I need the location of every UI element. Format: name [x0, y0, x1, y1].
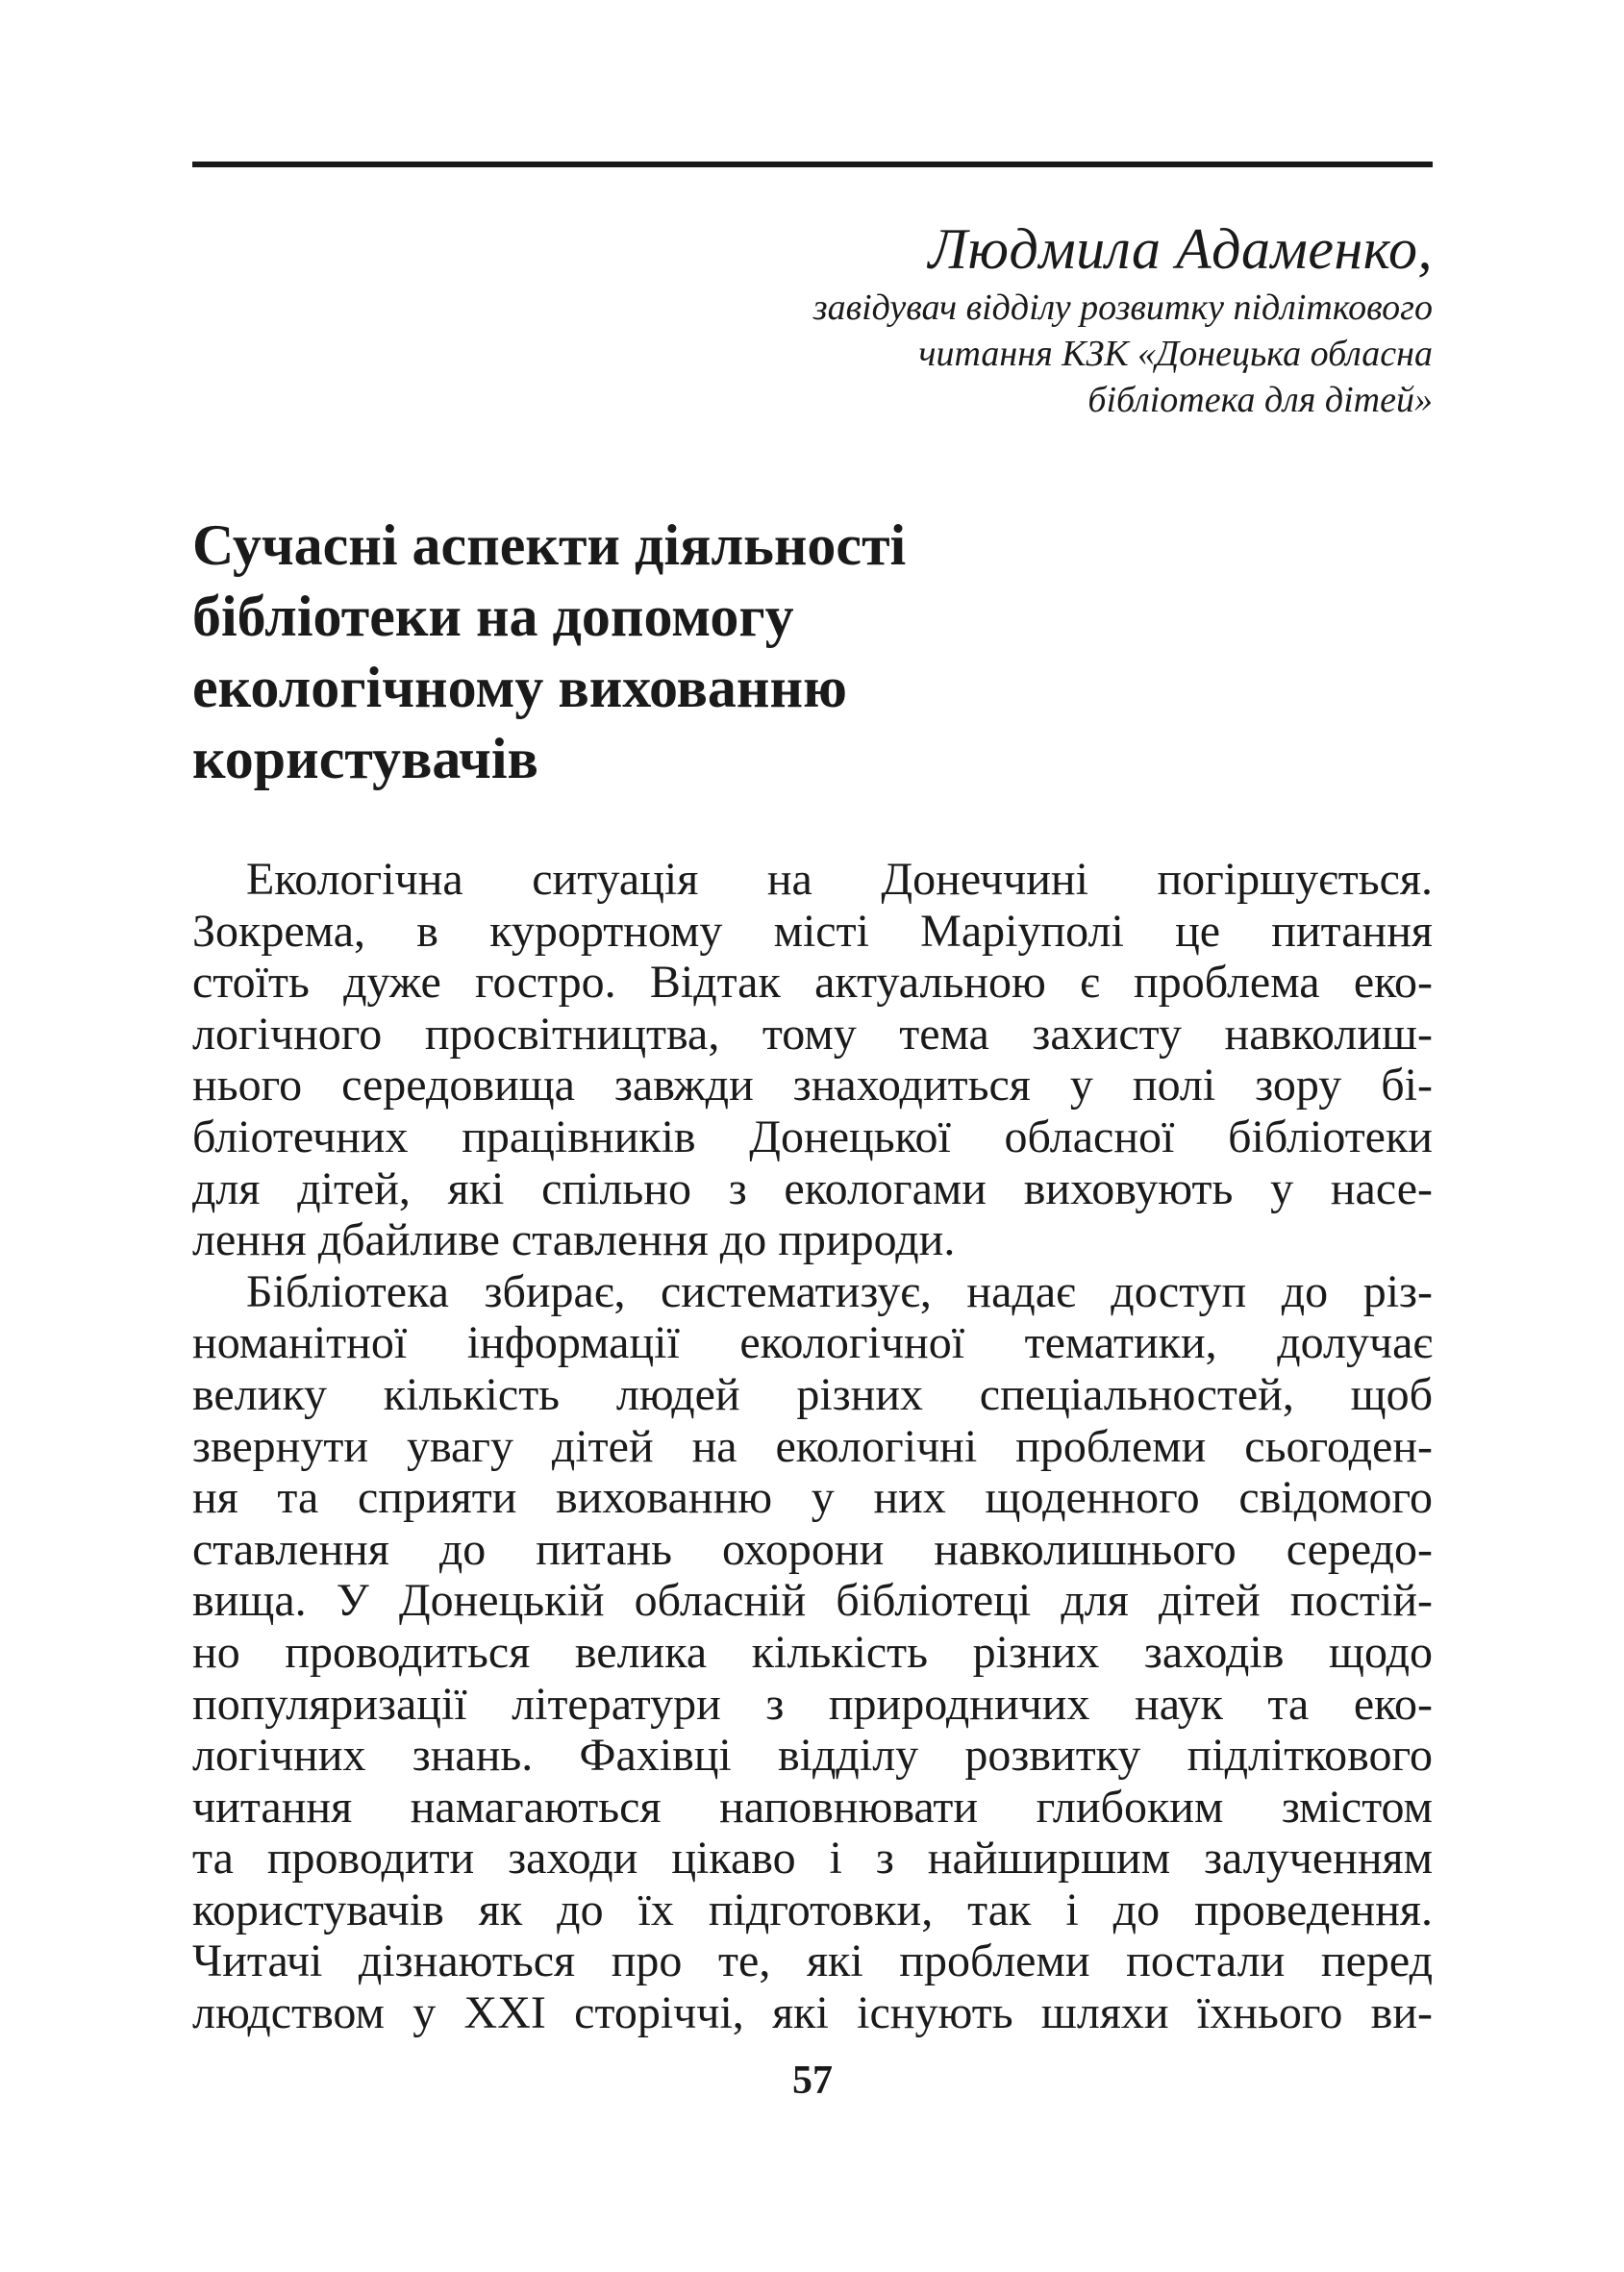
author-block: [813, 213, 1433, 423]
title-line: Сучасні аспекти діяльності: [192, 513, 907, 577]
text-line: бліотечних працівників Донецької обласної бібліотеки: [192, 1111, 1433, 1162]
text-line: номанітної інформації екологічної тематики, долучає: [192, 1317, 1433, 1369]
text-line: популяризації літератури з природничих наук та еко-: [192, 1678, 1433, 1730]
page-number: 57: [792, 2059, 833, 2103]
paragraph-2: [192, 1266, 1433, 2039]
text-line: користувачів як до їх підготовки, так і до проведення.: [192, 1884, 1433, 1935]
author-role-line: бібліотека для дітей»: [1087, 380, 1433, 420]
title-line: бібліотеки на допомогу: [192, 585, 794, 648]
text-line: логічного просвітництва, тому тема захисту навколиш-: [192, 1008, 1433, 1060]
paragraph-1: [192, 854, 1433, 1266]
author-role-line: читання КЗК «Донецька обласна: [918, 334, 1433, 374]
text-line: читання намагаються наповнювати глибоким змістом: [192, 1781, 1433, 1833]
text-line: вища. У Донецькій обласній бібліотеці для дітей постій-: [192, 1575, 1433, 1627]
text-line: ня та сприяти вихованню у них щоденного свідомого: [192, 1472, 1433, 1524]
text-line: ставлення до питань охорони навколишнього середо-: [192, 1523, 1433, 1575]
top-rule-divider: [192, 162, 1433, 167]
author-name: Людмила Адаменко,: [928, 217, 1433, 281]
text-line: но проводиться велика кількість різних заходів щодо: [192, 1626, 1433, 1678]
text-line: Екологічна ситуація на Донеччині погіршується.: [246, 854, 1433, 905]
text-line: логічних знань. Фахівці відділу розвитку підліткового: [192, 1730, 1433, 1782]
text-line: стоїть дуже гостро. Відтак актуальною є проблема еко-: [192, 957, 1433, 1009]
text-line: для дітей, які спільно з екологами виховують у насе-: [192, 1162, 1433, 1214]
text-line: нього середовища завжди знаходиться у полі зору бі-: [192, 1060, 1433, 1111]
text-line: людством у ХХІ сторіччі, які існують шляхи їхнього ви-: [192, 1987, 1433, 2039]
author-role: [813, 285, 1433, 423]
text-line: звернути увагу дітей на екологічні проблеми сьогоден-: [192, 1420, 1433, 1472]
text-line: лення дбайливе ставлення до природи.: [192, 1214, 956, 1266]
author-role-line: завідувач відділу розвитку підліткового: [812, 287, 1433, 328]
text-line: Зокрема, в курортному місті Маріуполі це питання: [192, 905, 1433, 957]
title-line: екологічному вихованню: [192, 656, 847, 719]
text-line: та проводити заходи цікаво і з найширшим залученням: [192, 1833, 1433, 1885]
article-title: [192, 510, 1250, 794]
article-body: [192, 854, 1433, 2039]
text-line: велику кількість людей різних спеціальностей, щоб: [192, 1368, 1433, 1420]
text-line: Читачі дізнаються про те, які проблеми постали перед: [192, 1935, 1433, 1987]
title-line: користувачів: [192, 727, 538, 790]
book-page: [192, 0, 1433, 2272]
text-line: Бібліотека збирає, систематизує, надає доступ до різ-: [246, 1265, 1433, 1317]
